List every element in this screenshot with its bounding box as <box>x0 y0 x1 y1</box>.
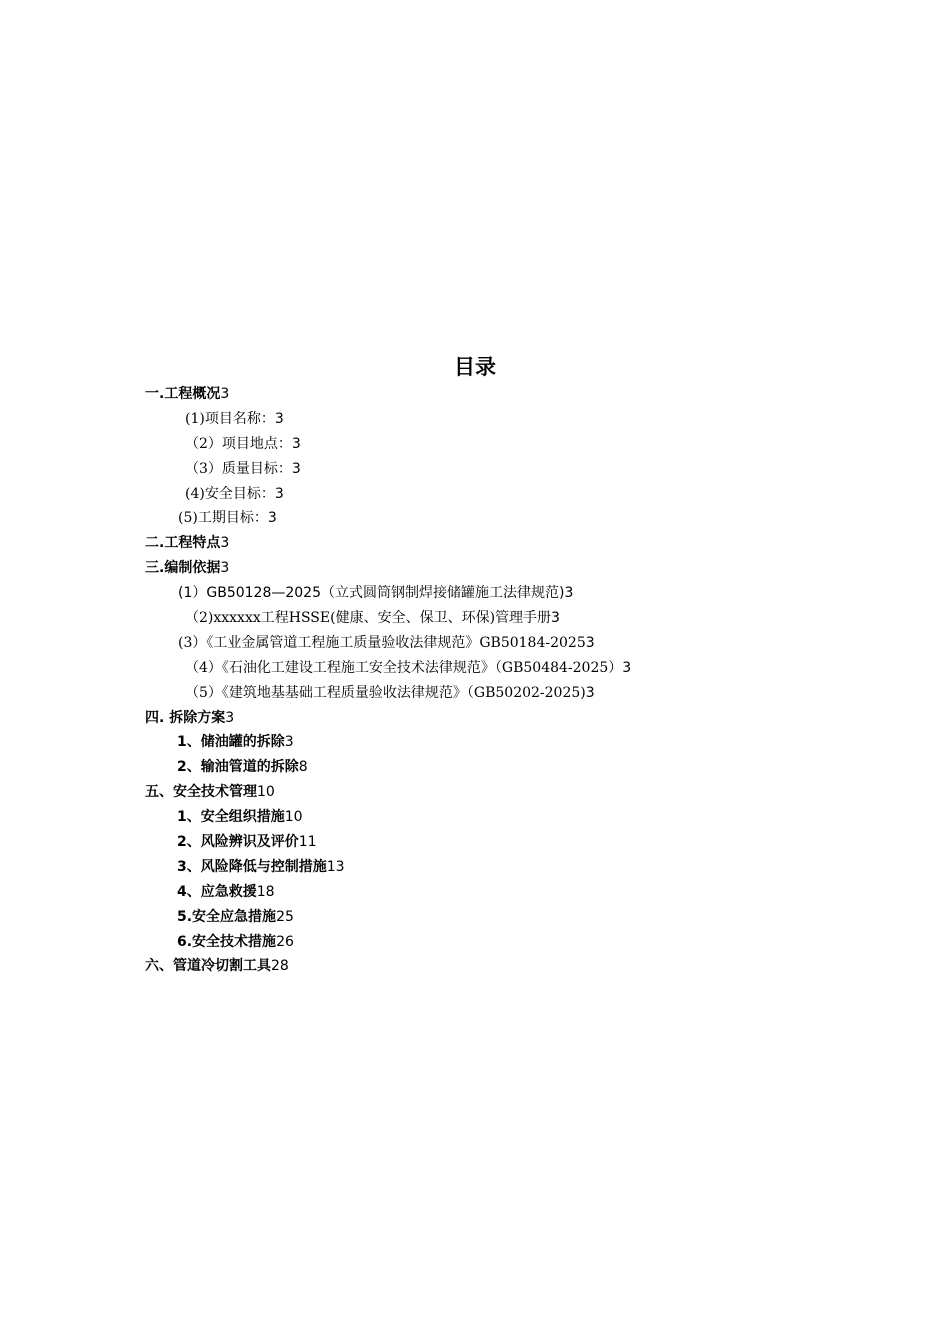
toc-entry[interactable] <box>0 482 950 507</box>
toc-entry-label: （2)xxxxxx工程HSSE(健康、安全、保卫、环保)管理手册 <box>185 610 552 627</box>
toc-entry[interactable] <box>0 407 950 432</box>
toc-entry-page: 3 <box>585 634 595 651</box>
toc-entry[interactable] <box>0 855 950 880</box>
toc-entry-label: 5.安全应急措施 <box>177 908 277 925</box>
toc-entry-label: (5)工期目标： <box>178 510 268 527</box>
toc-entry[interactable] <box>0 581 950 606</box>
toc-entry[interactable] <box>0 656 950 681</box>
toc-entry-page: 13 <box>326 858 345 875</box>
toc-entry-page: 18 <box>256 883 275 900</box>
toc-entry-page: 8 <box>298 759 308 776</box>
toc-entry[interactable] <box>0 382 950 407</box>
toc-entry[interactable] <box>0 905 950 930</box>
toc-entry-label: 6.安全技术措施 <box>177 933 277 950</box>
toc-entry[interactable] <box>0 755 950 780</box>
toc-entry-page: 3 <box>291 435 301 452</box>
toc-entry-page: 26 <box>276 933 294 950</box>
toc-entry-page: 3 <box>267 510 277 527</box>
toc-entry[interactable] <box>0 930 950 955</box>
toc-entry-page: 3 <box>564 585 574 602</box>
toc-entry[interactable] <box>0 556 950 581</box>
toc-title: 目录 <box>454 355 496 379</box>
toc-entry-page: 25 <box>276 908 294 925</box>
toc-entry-label: （3）质量目标： <box>185 460 292 477</box>
toc-entry[interactable] <box>0 880 950 905</box>
toc-entry-label: (3）《工业金属管道工程施工质量验收法律规范》GB50184-2025 <box>178 634 586 651</box>
toc-entry-page: 10 <box>284 809 303 826</box>
toc-entry-page: 3 <box>284 734 294 751</box>
toc-entry-page: 3 <box>220 535 230 552</box>
toc-entry-label: 六、管道冷切割工具 <box>145 958 271 975</box>
toc-entry-label: （5）《建筑地基基础工程质量验收法律规范》（GB50202-2025) <box>185 684 586 701</box>
toc-entry-label: 2、输油管道的拆除 <box>177 759 299 776</box>
toc-entry[interactable] <box>0 681 950 706</box>
toc-entry-label: 4、应急救援 <box>177 883 257 900</box>
toc-entry-page: 3 <box>551 610 560 627</box>
toc-entry-label: (1）GB50128—2025（立式圆筒钢制焊接储罐施工法律规范) <box>178 585 565 602</box>
toc-entry-label: 五、安全技术管理 <box>145 784 257 801</box>
toc-entry[interactable] <box>0 954 950 979</box>
toc-entry-page: 11 <box>298 834 317 851</box>
toc-entry-page: 3 <box>291 460 301 477</box>
toc-entry-page: 3 <box>274 485 284 502</box>
toc-entry[interactable] <box>0 780 950 805</box>
toc-entry-label: 3、风险降低与控制措施 <box>177 858 327 875</box>
toc-entry-page: 3 <box>274 410 284 427</box>
toc-entry-label: 1、安全组织措施 <box>177 809 285 826</box>
toc-entry[interactable] <box>0 830 950 855</box>
toc-entry-label: 1、储油罐的拆除 <box>177 734 285 751</box>
toc-entry-label: （4）《石油化工建设工程施工安全技术法律规范》（GB50484-2025） <box>185 659 623 676</box>
toc-entry-page: 3 <box>220 386 230 402</box>
toc-entry-page: 3 <box>585 684 595 701</box>
table-of-contents <box>0 382 950 979</box>
toc-entry-label: (4)安全目标： <box>185 485 275 502</box>
toc-entry[interactable] <box>0 606 950 631</box>
toc-entry-label: 2、风险辨识及评价 <box>177 834 299 851</box>
toc-entry-page: 3 <box>225 709 235 726</box>
toc-entry[interactable] <box>0 457 950 482</box>
toc-entry[interactable] <box>0 706 950 731</box>
toc-entry-page: 3 <box>622 659 632 676</box>
toc-entry[interactable] <box>0 730 950 755</box>
toc-entry-page: 28 <box>271 958 289 975</box>
toc-entry-label: 一.工程概况 <box>145 386 221 402</box>
toc-entry-page: 10 <box>257 784 275 801</box>
toc-entry[interactable] <box>0 531 950 556</box>
toc-entry-page: 3 <box>220 560 230 577</box>
toc-entry[interactable] <box>0 805 950 830</box>
toc-entry[interactable] <box>0 506 950 531</box>
toc-entry-label: (1)项目名称： <box>185 410 275 427</box>
toc-entry-label: 二.工程特点 <box>145 535 221 552</box>
toc-entry-label: 四. 拆除方案 <box>145 709 226 726</box>
toc-entry[interactable] <box>0 432 950 457</box>
toc-entry[interactable] <box>0 631 950 656</box>
toc-entry-label: 三.编制依据 <box>145 560 221 577</box>
toc-entry-label: （2）项目地点： <box>185 435 292 452</box>
